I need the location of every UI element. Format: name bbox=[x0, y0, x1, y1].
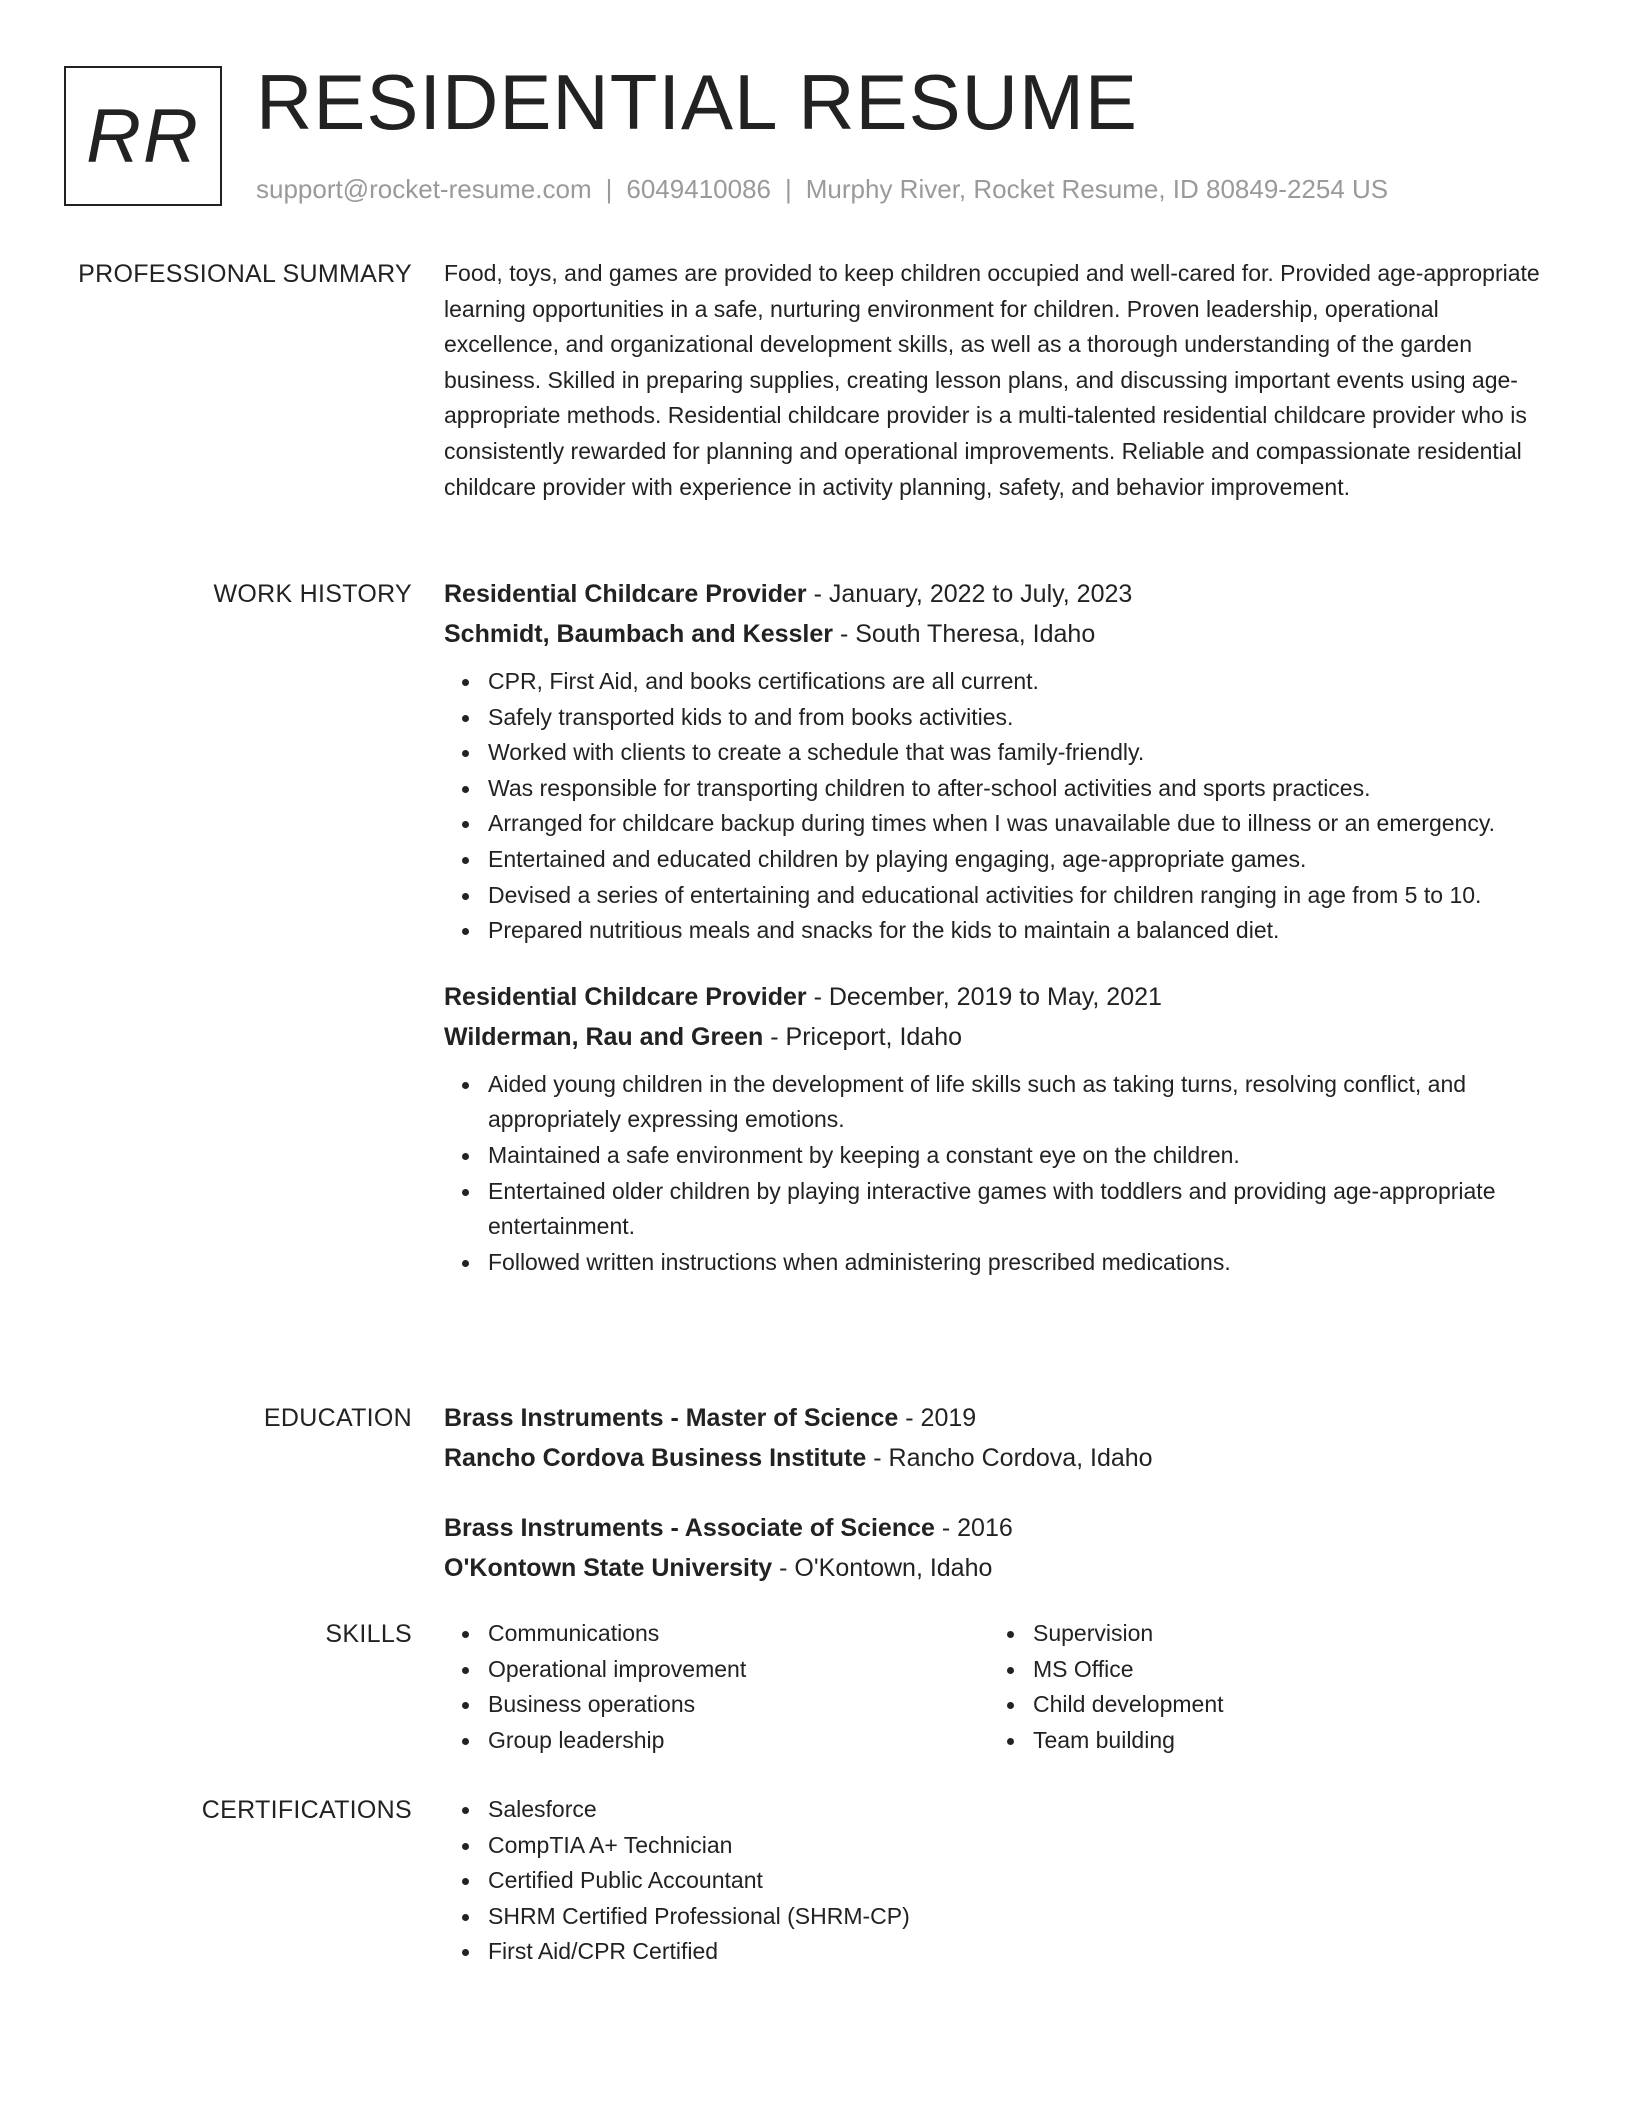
skills-column-1 bbox=[444, 1616, 989, 1758]
skills-columns bbox=[444, 1616, 1554, 1758]
list-item: CompTIA A+ Technician bbox=[488, 1828, 1554, 1864]
education-body bbox=[444, 1398, 1554, 1588]
degree-line bbox=[444, 1398, 1554, 1438]
job-title: Residential Childcare Provider bbox=[444, 580, 807, 608]
list-item: Business operations bbox=[488, 1687, 989, 1723]
section-label-summary: PROFESSIONAL SUMMARY bbox=[78, 260, 412, 288]
contact-line bbox=[256, 172, 1388, 206]
list-item: MS Office bbox=[1033, 1652, 1489, 1688]
contact-email: support@rocket-resume.com bbox=[256, 174, 592, 204]
skills-column-2 bbox=[989, 1616, 1489, 1758]
list-item: Prepared nutritious meals and snacks for the kids to maintain a balanced diet. bbox=[488, 913, 1554, 949]
list-item: Was responsible for transporting children to after-school activities and sports practices. bbox=[488, 771, 1554, 807]
job-company-line bbox=[444, 1017, 1554, 1057]
school-name: O'Kontown State University bbox=[444, 1554, 773, 1582]
monogram-logo bbox=[64, 66, 222, 206]
list-item: Followed written instructions when administering prescribed medications. bbox=[488, 1245, 1554, 1281]
job-bullets bbox=[444, 664, 1554, 949]
list-item: CPR, First Aid, and books certifications are all current. bbox=[488, 664, 1554, 700]
skills-body bbox=[444, 1616, 1554, 1758]
section-label-skills: SKILLS bbox=[325, 1620, 412, 1648]
monogram-text: RR bbox=[86, 93, 200, 179]
certifications-list bbox=[444, 1792, 1554, 1970]
education-entry bbox=[444, 1398, 1554, 1478]
education-entry bbox=[444, 1508, 1554, 1588]
list-item: Certified Public Accountant bbox=[488, 1863, 1554, 1899]
job-dates: - January, 2022 to July, 2023 bbox=[806, 580, 1133, 608]
job-location: - Priceport, Idaho bbox=[763, 1022, 963, 1051]
list-item: Communications bbox=[488, 1616, 989, 1652]
job-dates: - December, 2019 to May, 2021 bbox=[806, 982, 1162, 1011]
work-body bbox=[444, 574, 1554, 1280]
list-item: Operational improvement bbox=[488, 1652, 989, 1688]
job-entry bbox=[444, 977, 1554, 1281]
degree-year: - 2016 bbox=[934, 1514, 1013, 1542]
job-title-line bbox=[444, 574, 1554, 614]
job-company: Schmidt, Baumbach and Kessler bbox=[444, 620, 834, 648]
job-title-line bbox=[444, 977, 1554, 1017]
job-entry bbox=[444, 574, 1554, 949]
list-item: Supervision bbox=[1033, 1616, 1489, 1652]
section-label-education: EDUCATION bbox=[263, 1404, 412, 1432]
school-line bbox=[444, 1548, 1554, 1588]
list-item: Team building bbox=[1033, 1723, 1489, 1759]
job-company: Wilderman, Rau and Green bbox=[444, 1022, 764, 1051]
list-item: Arranged for childcare backup during times when I was unavailable due to illness or an emergency. bbox=[488, 806, 1554, 842]
skills-list bbox=[444, 1616, 989, 1758]
degree-name: Brass Instruments - Master of Science bbox=[444, 1404, 899, 1432]
resume-title: RESIDENTIAL RESUME bbox=[256, 58, 1138, 146]
school-line bbox=[444, 1438, 1554, 1478]
list-item: Group leadership bbox=[488, 1723, 989, 1759]
list-item: Aided young children in the development of life skills such as taking turns, resolving conflict, and appropriately expressing emotions. bbox=[488, 1067, 1554, 1138]
job-title: Residential Childcare Provider bbox=[444, 982, 807, 1011]
skills-list bbox=[989, 1616, 1489, 1758]
job-bullets bbox=[444, 1067, 1554, 1281]
list-item: SHRM Certified Professional (SHRM-CP) bbox=[488, 1899, 1554, 1935]
contact-separator: | bbox=[785, 174, 792, 204]
certifications-body bbox=[444, 1792, 1554, 1970]
summary-body bbox=[444, 256, 1554, 505]
list-item: Child development bbox=[1033, 1687, 1489, 1723]
degree-year: - 2019 bbox=[898, 1404, 977, 1432]
degree-line bbox=[444, 1508, 1554, 1548]
list-item: Worked with clients to create a schedule that was family-friendly. bbox=[488, 735, 1554, 771]
list-item: Entertained older children by playing interactive games with toddlers and providing age-appropriate entertainment. bbox=[488, 1174, 1554, 1245]
job-company-line bbox=[444, 614, 1554, 654]
school-location: - O'Kontown, Idaho bbox=[772, 1554, 993, 1582]
list-item: Entertained and educated children by playing engaging, age-appropriate games. bbox=[488, 842, 1554, 878]
school-name: Rancho Cordova Business Institute bbox=[444, 1444, 867, 1472]
job-location: - South Theresa, Idaho bbox=[833, 620, 1096, 648]
contact-address: Murphy River, Rocket Resume, ID 80849-2254 US bbox=[805, 174, 1389, 204]
degree-name: Brass Instruments - Associate of Science bbox=[444, 1514, 935, 1542]
list-item: Salesforce bbox=[488, 1792, 1554, 1828]
list-item: Maintained a safe environment by keeping a constant eye on the children. bbox=[488, 1138, 1554, 1174]
section-label-work: WORK HISTORY bbox=[213, 580, 412, 608]
list-item: First Aid/CPR Certified bbox=[488, 1934, 1554, 1970]
list-item: Devised a series of entertaining and educational activities for children ranging in age from 5 to 10. bbox=[488, 878, 1554, 914]
summary-text: Food, toys, and games are provided to keep children occupied and well-cared for. Provided age-appropriate learning opportunities in a safe, nurturing environment for children. Proven leadership, operational excellence, and organizational development skills, as well as a thorough understanding of the garden business. Skilled in preparing supplies, creating lesson plans, and discussing important events using age-appropriate methods. Residential childcare provider is a multi-talented residential childcare provider who is consistently rewarded for planning and operational improvements. Reliable and compassionate residential childcare provider with experience in activity planning, safety, and behavior improvement. bbox=[444, 260, 1540, 500]
contact-phone: 6049410086 bbox=[626, 174, 771, 204]
contact-separator: | bbox=[605, 174, 613, 204]
school-location: - Rancho Cordova, Idaho bbox=[866, 1444, 1153, 1472]
section-label-certifications: CERTIFICATIONS bbox=[201, 1796, 412, 1824]
list-item: Safely transported kids to and from books activities. bbox=[488, 700, 1554, 736]
